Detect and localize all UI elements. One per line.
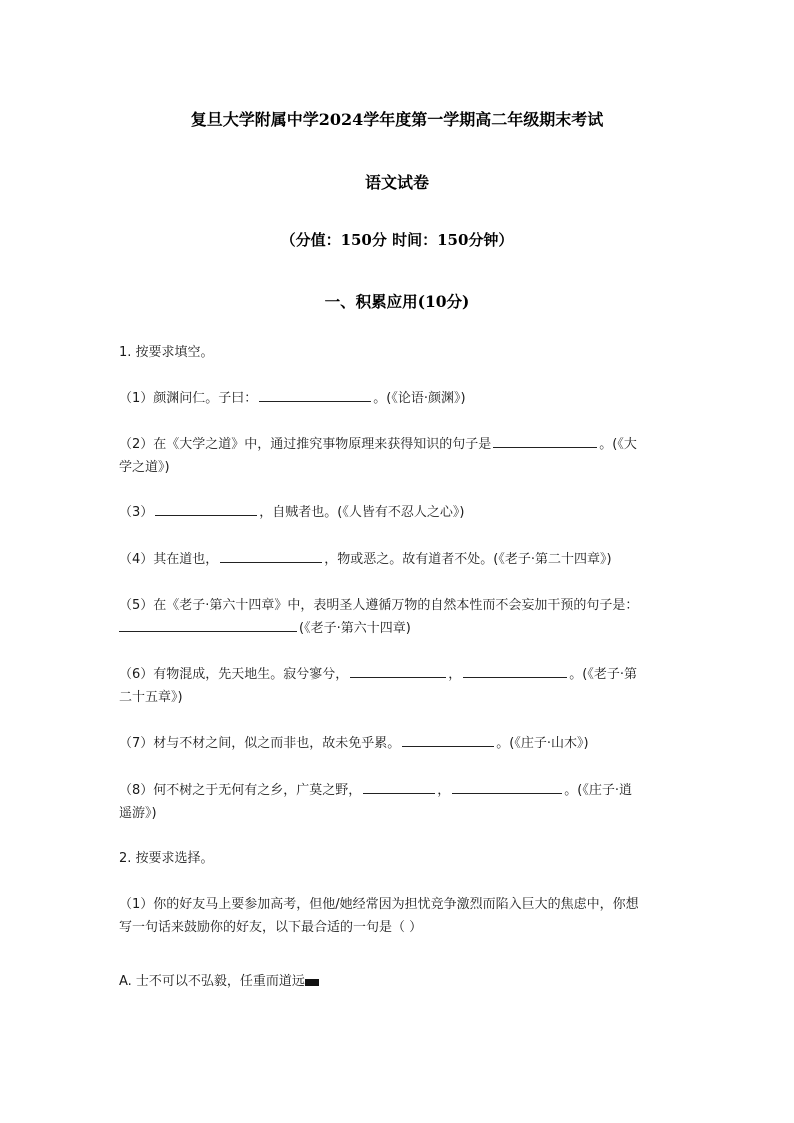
question-1-item-7: [119, 732, 679, 755]
item-text: （5）在《老子·第六十四章》中，表明圣人遵循万物的自然本性而不会妄加干预的句子是：: [119, 598, 639, 613]
item-source: 。(《论语·颜渊》): [373, 391, 466, 406]
item-text: （6）有物混成，先天地生。寂兮寥兮，: [119, 667, 349, 682]
question-2-prompt: 2. 按要求选择。: [119, 851, 214, 866]
item-sep: ，: [437, 783, 451, 798]
question-1-item-1: [119, 387, 679, 410]
answer-blank[interactable]: [259, 387, 371, 402]
cursor-block-icon: [305, 979, 319, 986]
paper-title: 语文试卷: [364, 173, 429, 192]
item-sep: ，: [448, 667, 462, 682]
answer-blank[interactable]: [402, 732, 494, 747]
item-source-cont: 学之道》): [119, 460, 170, 475]
item-text-cont: 写一句话来鼓励你的好友，以下最合适的一句是（ ）: [119, 920, 423, 935]
question-1-prompt: 1. 按要求填空。: [119, 345, 214, 360]
item-source: ，自贼者也。(《人皆有不忍人之心》): [259, 505, 465, 520]
answer-blank[interactable]: [463, 663, 567, 678]
item-source: 。(《大: [599, 437, 637, 452]
question-1-item-3: [119, 501, 679, 524]
score-time-line: （分值：150分 时间：150分钟）: [280, 231, 514, 249]
item-text: （1）颜渊问仁。子曰：: [119, 391, 258, 406]
question-1-item-6: [119, 663, 679, 709]
answer-blank[interactable]: [350, 663, 446, 678]
item-source: 。(《庄子·逍: [564, 783, 633, 798]
item-source: (《老子·第六十四章): [299, 621, 411, 636]
question-1-item-2: [119, 433, 679, 479]
item-source: ，物或恶之。故有道者不处。(《老子·第二十四章》): [324, 552, 612, 567]
answer-blank[interactable]: [363, 779, 435, 794]
option-a[interactable]: [119, 970, 679, 993]
item-text: （8）何不树之于无何有之乡，广莫之野，: [119, 783, 362, 798]
option-a-text: A. 士不可以不弘毅，任重而道远: [119, 974, 305, 989]
section-heading: 一、积累应用(10分): [324, 292, 470, 311]
question-1-item-5: [119, 594, 679, 640]
answer-blank[interactable]: [155, 501, 257, 516]
item-source: 。(《庄子·山木》): [496, 736, 589, 751]
question-1-item-8: [119, 779, 679, 825]
item-source-cont: 二十五章》): [119, 690, 183, 705]
question-1-item-4: [119, 548, 679, 571]
item-text: （4）其在道也，: [119, 552, 219, 567]
answer-blank[interactable]: [452, 779, 562, 794]
exam-title: 复旦大学附属中学2024学年度第一学期高二年级期末考试: [190, 110, 604, 129]
answer-blank[interactable]: [119, 617, 297, 632]
answer-blank[interactable]: [220, 548, 322, 563]
answer-blank[interactable]: [493, 433, 597, 448]
item-source: 。(《老子·第: [569, 667, 638, 682]
item-text: （1）你的好友马上要参加高考，但他/她经常因为担忧竞争激烈而陷入巨大的焦虑中，你想: [119, 897, 639, 912]
question-2-item-1: [119, 893, 679, 939]
item-text: （3）: [119, 505, 154, 520]
item-text: （7）材与不材之间，似之而非也，故未免乎累。: [119, 736, 401, 751]
item-text: （2）在《大学之道》中，通过推究事物原理来获得知识的句子是: [119, 437, 492, 452]
item-source-cont: 遥游》): [119, 806, 157, 821]
